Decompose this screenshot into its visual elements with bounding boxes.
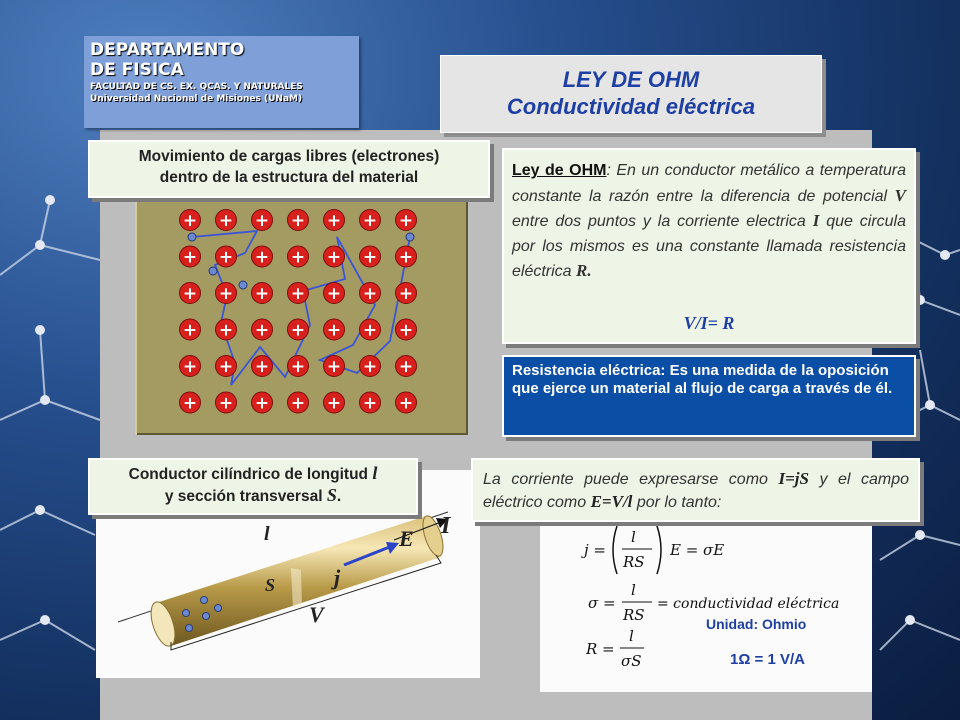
- ion-plus-sign: +: [182, 211, 198, 231]
- free-electron: [188, 233, 196, 241]
- ion-plus-sign: +: [182, 247, 198, 268]
- ion-plus-sign: +: [254, 211, 270, 231]
- department-header: [84, 36, 359, 128]
- cylinder-caption-sym-s: S: [326, 485, 337, 505]
- ion-plus-sign: +: [290, 284, 306, 304]
- ion-plus-sign: +: [362, 211, 378, 231]
- lattice-caption: [88, 140, 490, 198]
- f2-lhs: σ =: [588, 594, 616, 612]
- f2-rhs: = conductividad eléctrica: [657, 596, 840, 612]
- ion-plus-sign: +: [362, 247, 378, 268]
- ion-plus-sign: +: [398, 357, 414, 377]
- f1-right-paren: [657, 526, 661, 574]
- symbol-i: I: [812, 211, 820, 230]
- ion-plus-sign: +: [254, 393, 270, 414]
- current-formula-i: I=jS: [778, 469, 809, 488]
- ion-plus-sign: +: [290, 393, 306, 414]
- lattice-caption-line2: dentro de la estructura del material: [159, 169, 419, 186]
- ion-plus-sign: +: [326, 247, 342, 268]
- ion-plus-sign: +: [398, 211, 414, 231]
- ion-plus-sign: +: [218, 284, 234, 304]
- ion-plus-sign: +: [362, 284, 378, 304]
- current-expression-text: [483, 468, 909, 514]
- ion-plus-sign: +: [218, 357, 234, 377]
- title-line1: LEY DE OHM: [562, 67, 700, 92]
- lattice-drawing: [135, 195, 468, 435]
- ion-plus-sign: +: [218, 320, 234, 341]
- ohm-law-formula: V/I= R: [683, 313, 735, 333]
- title-line2: Conductividad eléctrica: [506, 94, 756, 119]
- ion-plus-sign: +: [254, 247, 270, 268]
- ion-plus-sign: +: [398, 320, 414, 341]
- ion-plus-sign: +: [182, 320, 198, 341]
- ion-plus-sign: +: [326, 393, 342, 414]
- f2-numerator: l: [631, 581, 636, 599]
- label-l: l: [264, 523, 270, 545]
- label-S: S: [265, 575, 276, 595]
- f1-lhs: j =: [584, 541, 606, 559]
- ohm-law-text: [512, 159, 906, 285]
- symbol-v: V: [894, 185, 906, 205]
- cylinder-caption-end: .: [336, 488, 342, 505]
- department-line1: DEPARTAMENTO: [90, 40, 245, 60]
- ion-plus-sign: +: [290, 247, 306, 268]
- ion-plus-sign: +: [182, 393, 198, 414]
- faculty-name: FACULTAD DE CS. EX. QCAS. Y NATURALES: [90, 82, 303, 92]
- f3-lhs: R =: [586, 640, 615, 658]
- label-I: I: [441, 513, 451, 539]
- ion-plus-sign: +: [362, 320, 378, 341]
- ion-plus-sign: +: [326, 320, 342, 341]
- current-formula-e: E=V/l: [590, 492, 633, 511]
- university-name: Universidad Nacional de Misiones (UNaM): [90, 94, 303, 104]
- ion-plus-sign: +: [326, 357, 342, 377]
- f3-numerator: l: [629, 627, 634, 645]
- f1-denominator: RS: [623, 553, 645, 571]
- ohm-law-definition: [502, 148, 916, 344]
- ion-plus-sign: +: [326, 284, 342, 304]
- ion-plus-sign: +: [218, 393, 234, 414]
- cylinder-caption: [88, 458, 418, 515]
- ion-plus-sign: +: [398, 393, 414, 414]
- ion-plus-sign: +: [254, 284, 270, 304]
- cylinder-caption-sym-l: l: [372, 463, 378, 483]
- slide-title: [440, 55, 822, 133]
- ion-plus-sign: +: [398, 284, 414, 304]
- ion-plus-sign: +: [362, 357, 378, 377]
- f1-numerator: l: [631, 528, 636, 546]
- ion-plus-sign: +: [326, 211, 342, 231]
- label-V: V: [309, 602, 324, 627]
- formula-panel: [540, 520, 872, 692]
- department-line2: DE FISICA: [90, 60, 184, 80]
- ion-plus-sign: +: [218, 247, 234, 268]
- cylinder-caption-text1: Conductor cilíndrico de longitud: [128, 466, 373, 483]
- ion-plus-sign: +: [398, 247, 414, 268]
- formulas: [540, 520, 872, 692]
- current-part3: por lo tanto:: [632, 494, 722, 511]
- cylinder-caption-line1: [90, 463, 416, 485]
- resistance-definition: [502, 355, 916, 437]
- free-electron: [239, 281, 247, 289]
- ion-plus-sign: +: [290, 320, 306, 341]
- ion-plus-sign: +: [362, 393, 378, 414]
- current-part2: y el campo eléctrico como: [483, 471, 909, 511]
- free-electron: [406, 233, 414, 241]
- ion-plus-sign: +: [254, 357, 270, 377]
- crystal-lattice-figure: [135, 195, 468, 435]
- ohm-law-part1: : En un conductor metálico a temperatura constante la razón entre la diferencia de potencial: [512, 162, 906, 205]
- cylinder-caption-text2: y sección transversal: [164, 488, 327, 505]
- free-electron: [209, 267, 217, 275]
- current-expression: [471, 458, 920, 522]
- label-j: j: [334, 565, 341, 590]
- symbol-r: R.: [576, 261, 592, 280]
- ion-plus-sign: +: [218, 211, 234, 231]
- ohm-law-part3: que circula por los mismos es una constante llamada resistencia eléctrica: [512, 213, 907, 280]
- ion-plus-sign: +: [290, 357, 306, 377]
- f2-denominator: RS: [623, 606, 645, 624]
- f1-rhs: E = σE: [670, 541, 725, 559]
- ion-plus-sign: +: [182, 284, 198, 304]
- ohm-law-part2: entre dos puntos y la corriente electrica: [512, 213, 813, 230]
- ion-plus-sign: +: [290, 211, 306, 231]
- f3-denominator: σS: [621, 652, 642, 670]
- f1-left-paren: [613, 526, 617, 574]
- ohm-law-keyword: Ley de OHM: [512, 162, 607, 179]
- ion-plus-sign: +: [182, 357, 198, 377]
- unit-relation: 1Ω = 1 V/A: [730, 651, 805, 668]
- unit-label: Unidad: Ohmio: [706, 616, 807, 632]
- ion-plus-sign: +: [254, 320, 270, 341]
- lattice-caption-line1: Movimiento de cargas libres (electrones): [138, 148, 440, 165]
- cylinder-caption-line2: [90, 485, 416, 507]
- resistance-text: Resistencia eléctrica: Es una medida de la oposición que ejerce un material al flujo de carga a través de él.: [512, 362, 893, 397]
- current-part1: La corriente puede expresarse como: [483, 471, 779, 488]
- label-E: E: [399, 526, 414, 551]
